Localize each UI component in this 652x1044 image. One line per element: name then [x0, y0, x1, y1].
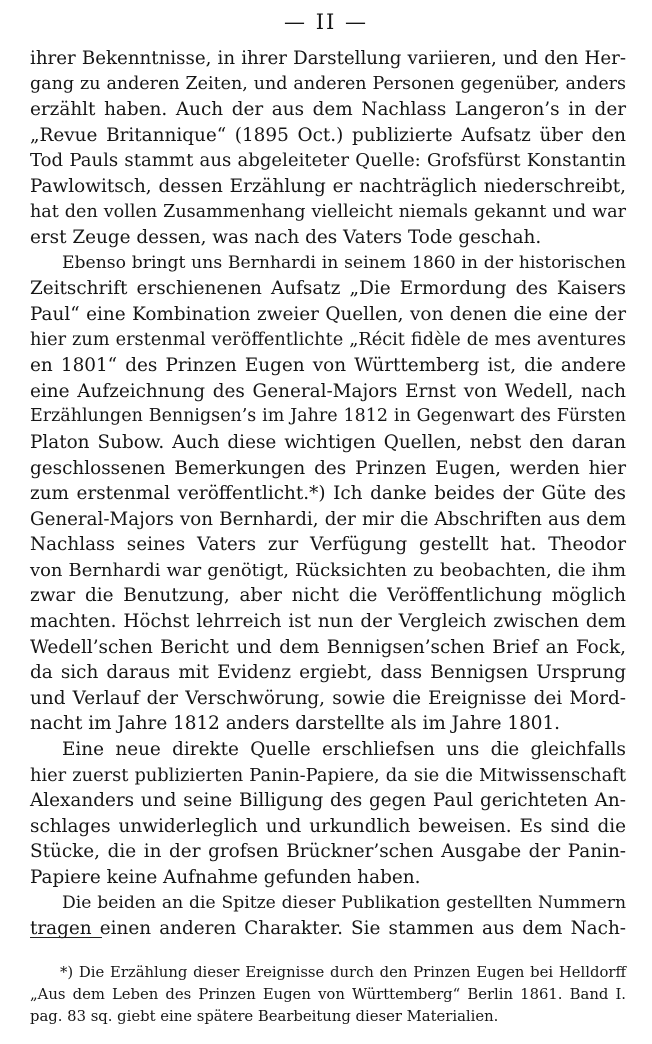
- text-line: Zeitschrift erschienenen Aufsatz „Die Ermordung des Kaisers: [30, 278, 626, 300]
- footnote-line: „Aus dem Leben des Prinzen Eugen von Württemberg“ Berlin 1861. Band I.: [30, 986, 626, 1003]
- text-line: „Revue Britannique“ (1895 Oct.) publizierte Aufsatz über den: [30, 124, 626, 146]
- text-line: von Bernhardi war genötigt, Rücksichten zu beobachten, die ihm: [30, 559, 626, 581]
- page-number: — II —: [284, 10, 368, 34]
- text-line: eine Aufzeichnung des General-Majors Ernst von Wedell, nach: [30, 380, 626, 402]
- text-line: nacht im Jahre 1812 anders darstellte als im Jahre 1801.: [30, 713, 561, 735]
- text-line: zum erstenmal veröffentlicht.*) Ich danke beides der Güte des: [30, 483, 626, 505]
- footnote-divider: [30, 937, 102, 938]
- text-line: Ebenso bringt uns Bernhardi in seinem 1860 in der historischen: [62, 252, 626, 273]
- text-line: Tod Pauls stammt aus abgeleiteter Quelle: Grofsfürst Konstantin: [30, 150, 626, 172]
- text-line: Platon Subow. Auch diese wichtigen Quellen, nebst den daran: [30, 431, 626, 453]
- text-line: schlages unwiderleglich und urkundlich beweisen. Es sind die: [30, 815, 626, 837]
- text-line: Die beiden an die Spitze dieser Publikation gestellten Nummern: [62, 892, 626, 913]
- text-line: en 1801“ des Prinzen Eugen von Württemberg ist, die andere: [30, 355, 626, 377]
- text-line: Papiere keine Aufnahme gefunden haben.: [30, 867, 421, 888]
- text-line: erzählt haben. Auch der aus dem Nachlass Langeron’s in der: [30, 99, 626, 121]
- footnote-line: pag. 83 sq. giebt eine spätere Bearbeitung dieser Materialien.: [30, 1008, 499, 1025]
- text-line: Alexanders und seine Billigung des gegen Paul gerichteten An-: [30, 790, 626, 812]
- text-line: ihrer Bekenntnisse, in ihrer Darstellung variieren, und den Her-: [30, 48, 626, 69]
- text-line: zwar die Benutzung, aber nicht die Veröffentlichung möglich: [30, 585, 626, 607]
- text-line: Pawlowitsch, dessen Erzählung er nachträglich niederschreibt,: [30, 175, 626, 197]
- text-line: Paul“ eine Kombination zweier Quellen, von denen die eine der: [30, 303, 626, 325]
- text-line: Eine neue direkte Quelle erschliefsen uns die gleichfalls: [62, 739, 626, 761]
- text-line: und Verlauf der Verschwörung, sowie die Ereignisse dei Mord-: [30, 687, 626, 709]
- text-line: tragen einen anderen Charakter. Sie stammen aus dem Nach-: [30, 918, 626, 940]
- text-line: Wedell’schen Bericht und dem Bennigsen’schen Brief an Fock,: [30, 636, 626, 658]
- text-line: General-Majors von Bernhardi, der mir die Abschriften aus dem: [30, 508, 626, 530]
- footnote-line: *) Die Erzählung dieser Ereignisse durch den Prinzen Eugen bei Helldorff: [60, 964, 626, 981]
- text-line: hier zuerst publizierten Panin-Papiere, da sie die Mitwissenschaft: [30, 764, 626, 786]
- text-line: erst Zeuge dessen, was nach des Vaters Tode geschah.: [30, 227, 542, 249]
- text-line: gang zu anderen Zeiten, und anderen Personen gegenüber, anders: [30, 73, 626, 94]
- text-line: da sich daraus mit Evidenz ergiebt, dass Bennigsen Ursprung: [30, 662, 626, 684]
- text-line: Stücke, die in der grofsen Brückner’schen Ausgabe der Panin-: [30, 841, 626, 863]
- text-line: Erzählungen Bennigsen’s im Jahre 1812 in Gegenwart des Fürsten: [30, 406, 626, 427]
- body-text: [30, 46, 626, 942]
- text-line: hat den vollen Zusammenhang vielleicht niemals gekannt und war: [30, 201, 626, 222]
- text-line: geschlossenen Bemerkungen des Prinzen Eugen, werden hier: [30, 457, 626, 479]
- text-line: hier zum erstenmal veröffentlichte „Récit fidèle de mes aventures: [30, 329, 626, 350]
- text-line: Nachlass seines Vaters zur Verfügung gestellt hat. Theodor: [30, 534, 626, 556]
- text-line: machten. Höchst lehrreich ist nun der Vergleich zwischen dem: [30, 611, 626, 633]
- footnote: [30, 962, 626, 1028]
